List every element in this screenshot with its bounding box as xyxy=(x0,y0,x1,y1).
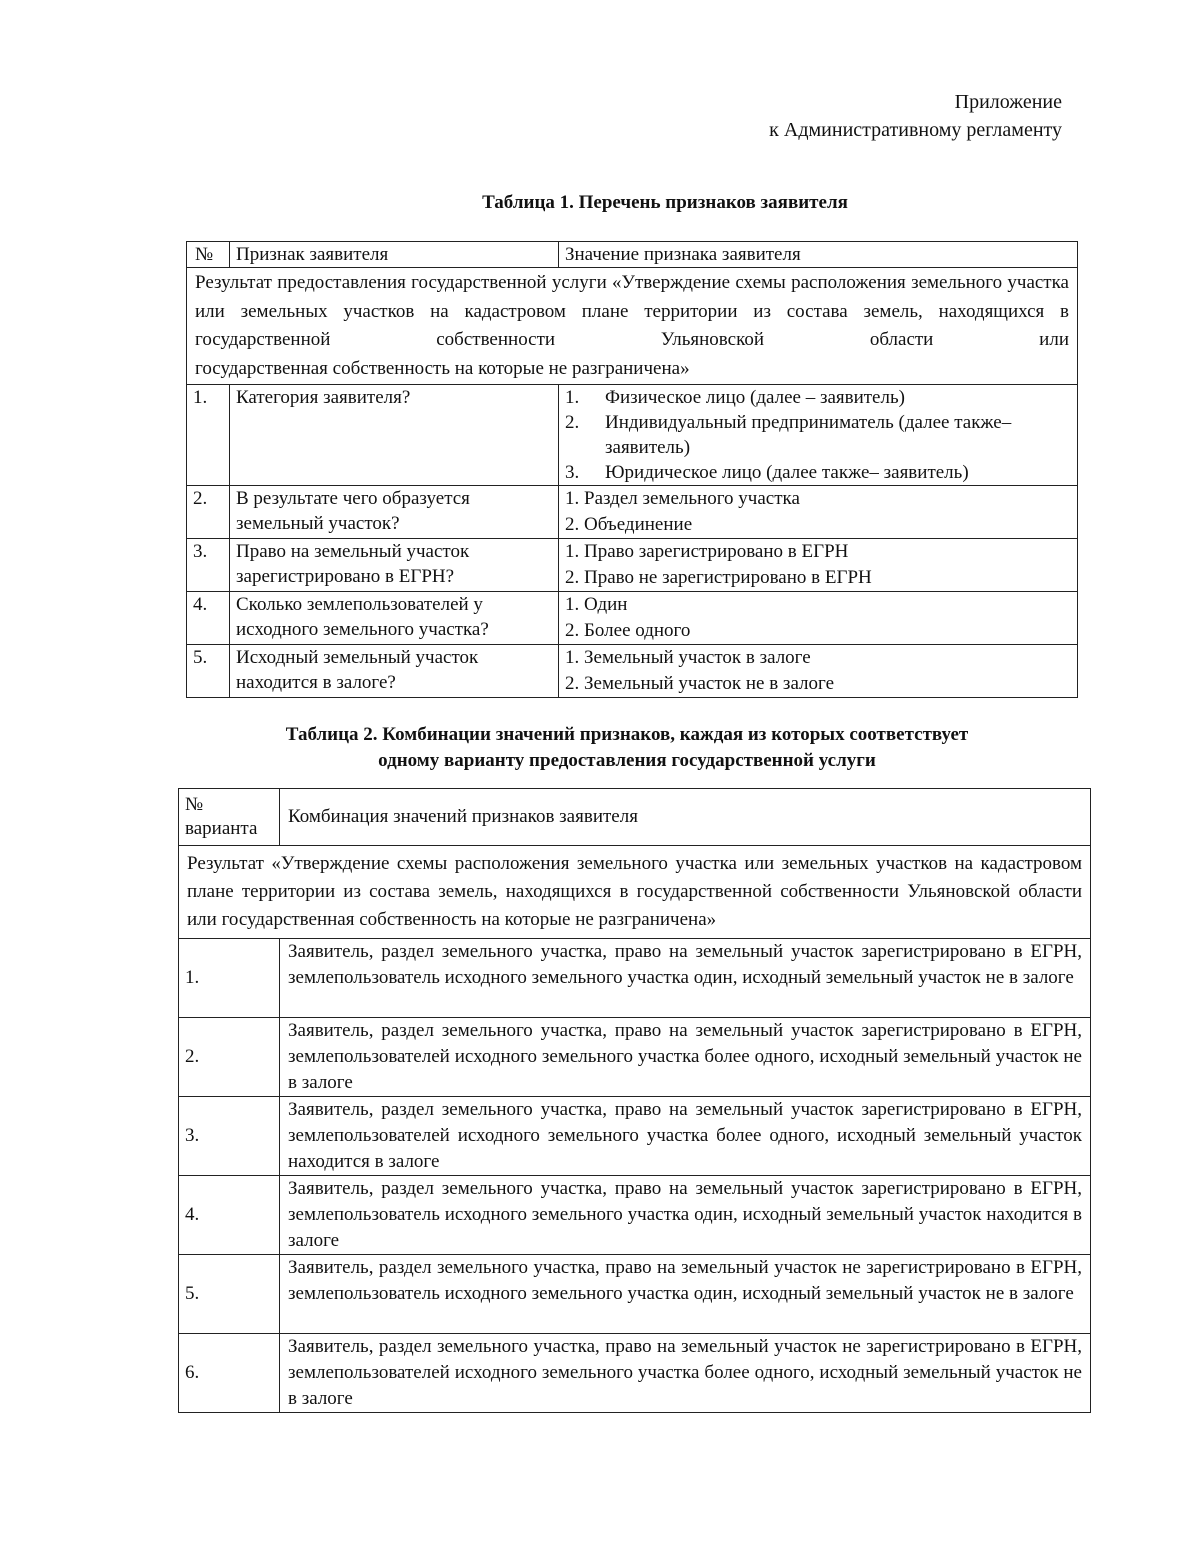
table2-header-num: № варианта xyxy=(179,789,280,846)
table2-row-text: Заявитель, раздел земельного участка, право на земельный участок зарегистрировано в ЕГРН, землепользователей исходного земельного участка более одного, исходный земельный участок не в залоге xyxy=(280,1018,1091,1097)
table1-result-row xyxy=(187,268,1078,385)
table-row xyxy=(179,939,1091,1018)
value-line: 2. Земельный участок не в залоге xyxy=(565,673,834,694)
table1-row-sign: В результате чего образуется земельный участок? xyxy=(230,486,559,539)
table1-header-num: № xyxy=(187,242,230,268)
table-row xyxy=(179,1097,1091,1176)
table2-result-cell: Результат «Утверждение схемы расположения земельного участка или земельных участков на кадастровом плане территории из состава земель, находящихся в государственной собственности Ульяновской области или государственная собственность на которые не разграничена» xyxy=(179,846,1091,939)
table1-result-last-line: государственная собственность на которые не разграничена» xyxy=(195,357,690,379)
table2-title xyxy=(0,722,1200,774)
appendix-line-1: Приложение xyxy=(954,91,1062,113)
list-item: 2. Индивидуальный предприниматель (далее также– заявитель) xyxy=(565,412,1012,458)
table1-applicant-signs xyxy=(186,241,1078,698)
table1-title: Таблица 1. Перечень признаков заявителя xyxy=(482,192,848,213)
table-row xyxy=(187,539,1078,592)
appendix-line-2: к Административному регламенту xyxy=(769,119,1062,141)
table1-header-sign: Признак заявителя xyxy=(230,242,559,268)
table2-header-row xyxy=(179,789,1091,846)
table-row xyxy=(187,645,1078,698)
list-item: 1. Физическое лицо (далее – заявитель) xyxy=(565,387,905,408)
table1-header-value: Значение признака заявителя xyxy=(559,242,1078,268)
table1-row-values xyxy=(559,592,1078,645)
table1-row-values xyxy=(559,645,1078,698)
table2-header-combination: Комбинация значений признаков заявителя xyxy=(280,789,1091,846)
table2-row-num: 5. xyxy=(179,1255,280,1334)
table1-row-num: 2. xyxy=(187,486,230,539)
table1-result-cell xyxy=(187,268,1078,385)
table2-combinations xyxy=(178,788,1091,1413)
table2-row-text: Заявитель, раздел земельного участка, право на земельный участок не зарегистрировано в ЕГРН, землепользователей исходного земельного участка более одного, исходный земельный участок не в залоге xyxy=(280,1334,1091,1413)
appendix-header xyxy=(769,88,1062,144)
value-line: 1. Раздел земельного участка xyxy=(565,488,800,509)
table1-header-row xyxy=(187,242,1078,268)
table1-row-sign: Категория заявителя? xyxy=(230,385,559,486)
table-row xyxy=(179,1176,1091,1255)
table-row xyxy=(179,1334,1091,1413)
table1-row-num: 3. xyxy=(187,539,230,592)
table-row xyxy=(187,592,1078,645)
table2-row-text: Заявитель, раздел земельного участка, право на земельный участок зарегистрировано в ЕГРН, землепользователь исходного земельного участка один, исходный земельный участок находится в залоге xyxy=(280,1176,1091,1255)
table1-values-list xyxy=(565,385,1071,485)
table1-row-num: 4. xyxy=(187,592,230,645)
table-row xyxy=(179,1255,1091,1334)
value-line: 1. Право зарегистрировано в ЕГРН xyxy=(565,541,849,562)
table1-row-values xyxy=(559,539,1078,592)
table1-row-values xyxy=(559,486,1078,539)
table-row xyxy=(187,385,1078,486)
table-row xyxy=(187,486,1078,539)
list-item: 3. Юридическое лицо (далее также– заявитель) xyxy=(565,462,969,483)
table1-row-sign: Право на земельный участок зарегистрировано в ЕГРН? xyxy=(230,539,559,592)
table2-row-text: Заявитель, раздел земельного участка, право на земельный участок зарегистрировано в ЕГРН, землепользователей исходного земельного участка более одного, исходный земельный участок находится в залоге xyxy=(280,1097,1091,1176)
table2-row-num: 6. xyxy=(179,1334,280,1413)
table1-row-sign: Сколько землепользователей у исходного земельного участка? xyxy=(230,592,559,645)
table2-row-num: 4. xyxy=(179,1176,280,1255)
table1-row-values xyxy=(559,385,1078,486)
table2-row-num: 1. xyxy=(179,939,280,1018)
table2-title-line-1: Таблица 2. Комбинации значений признаков, каждая из которых соответствует xyxy=(285,724,969,745)
table2-row-num: 2. xyxy=(179,1018,280,1097)
table1-row-num: 1. xyxy=(187,385,230,486)
table1-row-num: 5. xyxy=(187,645,230,698)
value-line: 2. Право не зарегистрировано в ЕГРН xyxy=(565,567,872,588)
table1-row-sign: Исходный земельный участок находится в залоге? xyxy=(230,645,559,698)
table2-title-line-2: одному варианту предоставления государственной услуги xyxy=(378,750,876,771)
table2-row-text: Заявитель, раздел земельного участка, право на земельный участок зарегистрировано в ЕГРН, землепользователь исходного земельного участка один, исходный земельный участок не в залоге xyxy=(280,939,1091,1018)
value-line: 2. Объединение xyxy=(565,514,693,535)
value-line: 1. Земельный участок в залоге xyxy=(565,647,811,668)
table2-row-text: Заявитель, раздел земельного участка, право на земельный участок не зарегистрировано в ЕГРН, землепользователь исходного земельного участка один, исходный земельный участок не в залоге xyxy=(280,1255,1091,1334)
value-line: 1. Один xyxy=(565,594,628,615)
table-row xyxy=(179,1018,1091,1097)
table2-result-row xyxy=(179,846,1091,939)
table1-result-text: Результат предоставления государственной услуги «Утверждение схемы расположения земельного участка или земельных участков на кадастровом плане территории из состава земель, находящихся в государственной собственности Ульяновской области или xyxy=(195,272,1069,350)
table2-row-num: 3. xyxy=(179,1097,280,1176)
value-line: 2. Более одного xyxy=(565,620,691,641)
